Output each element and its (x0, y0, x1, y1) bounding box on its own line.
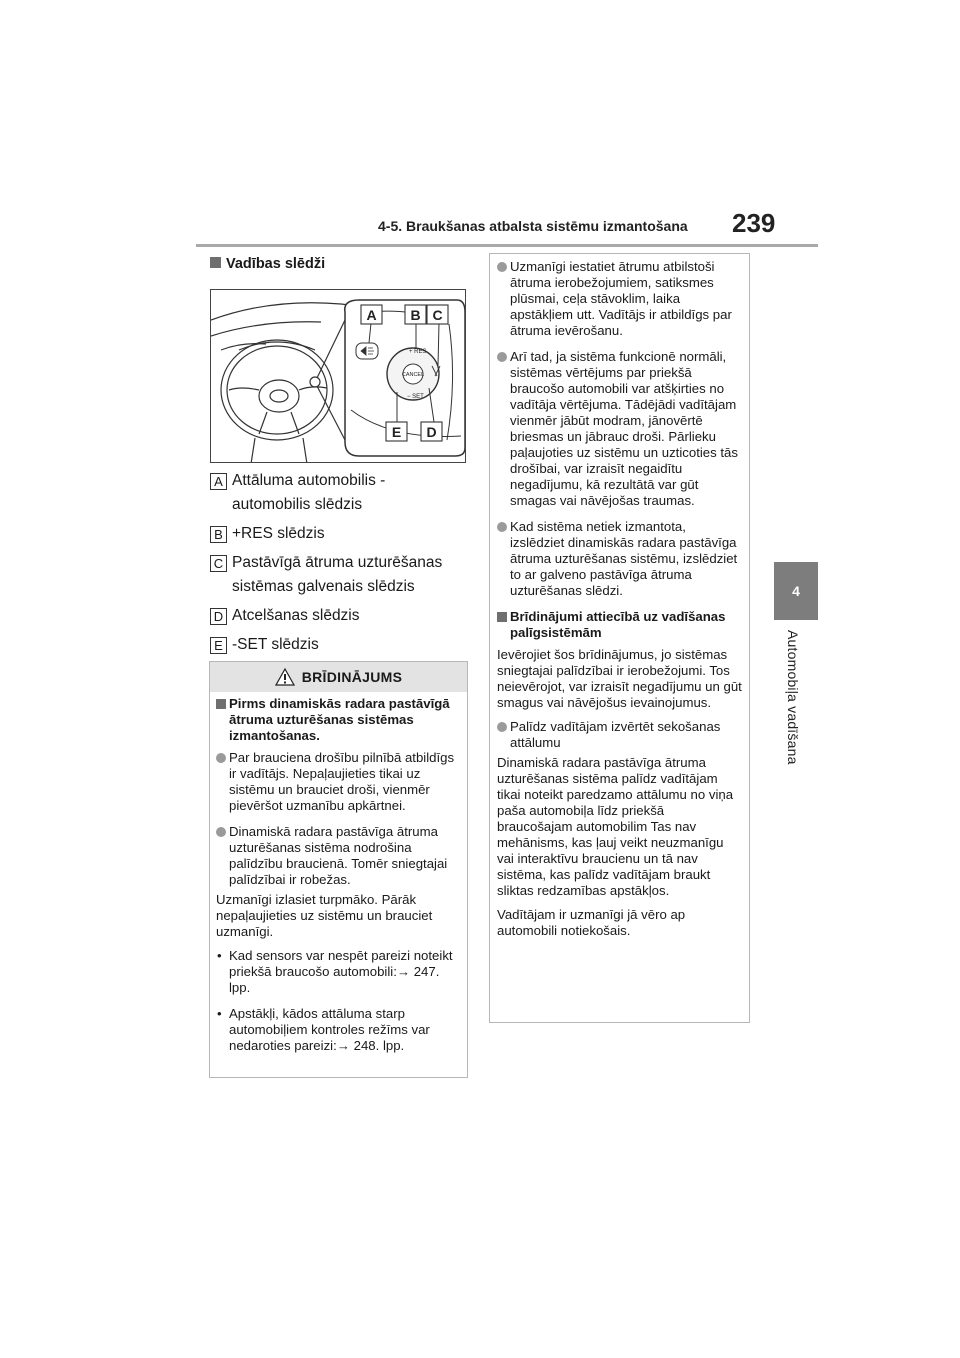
assist-heading (497, 609, 742, 641)
callout-a: A (366, 307, 377, 323)
square-bullet-icon (216, 699, 226, 709)
legend-key: C (210, 555, 227, 572)
warning-triangle-icon (275, 668, 295, 686)
section-title: 4-5. Braukšanas atbalsta sistēmu izmantošana (378, 218, 688, 234)
chapter-tab: 4 (774, 562, 818, 620)
paragraph: Vadītājam ir uzmanīgi jā vēro ap automobili notiekošais. (497, 907, 686, 938)
callout-c: C (432, 307, 443, 323)
set-switch-label: − SET (407, 394, 424, 400)
legend-item (210, 551, 466, 599)
callout-d: D (426, 424, 437, 440)
square-bullet-icon (210, 257, 221, 268)
list-item (497, 349, 742, 509)
list-item: • Kad sensors var nespēt pareizi noteikt priekšā braucošo automobili:→ 247. lpp. (217, 948, 453, 995)
legend-text: -SET slēdzis (232, 636, 319, 653)
subheading-text: Vadības slēdži (226, 256, 326, 272)
cancel-switch-label: CANCEL (401, 372, 425, 378)
legend-text: Pastāvīgā ātruma uzturēšanas sistēmas galvenais slēdzis (232, 554, 443, 595)
callout-e: E (391, 424, 402, 440)
bullet-dot-icon (216, 827, 226, 837)
warning-heading (216, 696, 461, 744)
bullet-dot-icon (497, 352, 507, 362)
legend-item (210, 633, 466, 657)
res-switch-label: + RES (409, 349, 427, 355)
bullet-text: Par brauciena drošību pilnībā atbildīgs ir vadītājs. Nepaļaujieties tikai uz sistēmu un brauciet droši, vienmēr pievēršot uzmanību apkārtnei. (229, 750, 455, 813)
bullet-dot-icon (497, 522, 507, 532)
bullet-dot-icon (216, 753, 226, 763)
bullet-dot-icon (497, 262, 507, 272)
bullet-text: Kad sistēma netiek izmantota, izslēdziet dinamiskās radara pastāvīga ātruma uzturēšanas sistēmu, izslēdziet to ar galveno pastāvīga ātruma uzturēšanas slēdzi. (510, 519, 738, 598)
assist-heading-text: Brīdinājumi attiecībā uz vadīšanas palīgsistēmām (510, 609, 726, 640)
steering-wheel-illustration (211, 290, 466, 463)
legend-key: E (210, 637, 227, 654)
warning-paragraph: Uzmanīgi izlasiet turpmāko. Pārāk nepaļaujieties uz sistēmu un brauciet uzmanīgi. (216, 892, 433, 939)
list-item (216, 824, 461, 888)
list-item: • Apstākļi, kādos attāluma starp automobiļiem kontroles režīms var nedaroties pareizi:→ 248. lpp. (217, 1006, 430, 1053)
warning-header (210, 662, 467, 692)
subheading (210, 256, 325, 272)
legend-key: D (210, 608, 227, 625)
legend-item (210, 522, 466, 546)
warning-box (209, 661, 468, 1078)
list-item (216, 750, 461, 814)
header-divider (196, 244, 818, 247)
steering-switch-figure (210, 289, 466, 463)
bullet-text: Uzmanīgi iestatiet ātrumu atbilstoši ātruma ierobežojumiem, satiksmes plūsmai, ceļa stāvoklim, laika apstākļiem utt. Vadītājs ir atbildīgs par ātruma ievērošanu. (510, 259, 732, 338)
legend-key: B (210, 526, 227, 543)
warning-continuation-box (489, 253, 750, 1023)
bullet-dot-icon (497, 722, 507, 732)
switch-legend (210, 469, 466, 662)
paragraph: Dinamiskā radara pastāvīga ātruma uzturēšanas sistēma palīdz vadītājam tikai noteikt paredzamo attālumu no viņa paša automobiļa līdz priekšā braucošajam automobilim Tas nav mehānisms, kas ļauj veikt neuzmanīgu vai interaktīvu braucienu un tā nav sistēma, kas palīdz vadītājam braukt sliktas redzamības apstākļos. (497, 755, 734, 898)
legend-text: Attāluma automobilis - automobilis slēdzis (232, 472, 386, 513)
paragraph: Ievērojiet šos brīdinājumus, jo sistēmas sniegtajai palīdzībai ir ierobežojumi. Tos neievērojot, var izraisīt negadījumu un gūt smagus vai nāvējošus ievainojumus. (497, 647, 742, 710)
dash-text: Kad sensors var nespēt pareizi noteikt priekšā braucošo automobili:→ 247. lpp. (229, 948, 453, 995)
warning-title: BRĪDINĀJUMS (301, 669, 403, 685)
bullet-text: Palīdz vadītājam izvērtēt sekošanas attālumu (510, 719, 721, 750)
warning-heading-text: Pirms dinamiskās radara pastāvīgā ātruma uzturēšanas sistēmas izmantošanas. (229, 696, 450, 743)
square-bullet-icon (497, 612, 507, 622)
bullet-text: Arī tad, ja sistēma funkcionē normāli, sistēmas vērtējums par priekšā braucošo automobili var atšķirties no vadītāja vērtējuma. Tādējādi vadītājam vienmēr jābūt modram, jānovērtē briesmas un jābrauc droši. Pārlieku paļaujoties uz sistēmu un uzticoties tās drošībai, var izraisīt negaidītu negadījumu, kā rezultātā var gūt smagas vai nāvējošas traumas. (510, 349, 738, 508)
list-item (497, 519, 742, 599)
legend-item (210, 469, 466, 517)
list-item (497, 719, 742, 751)
legend-text: +RES slēdzis (232, 525, 325, 542)
legend-text: Atcelšanas slēdzis (232, 607, 360, 624)
callout-b: B (410, 307, 421, 323)
dash-text: Apstākļi, kādos attāluma starp automobiļiem kontroles režīms var nedaroties pareizi:→ 248. lpp. (229, 1006, 430, 1053)
page-number: 239 (732, 208, 776, 238)
legend-item (210, 604, 466, 628)
legend-key: A (210, 473, 227, 490)
list-item (497, 259, 742, 339)
bullet-text: Dinamiskā radara pastāvīga ātruma uzturēšanas sistēma nodrošina palīdzību braucienā. Tomēr sniegtajai palīdzībai ir robežas. (229, 824, 448, 887)
chapter-title: Automobiļa vadīšana (785, 630, 801, 765)
